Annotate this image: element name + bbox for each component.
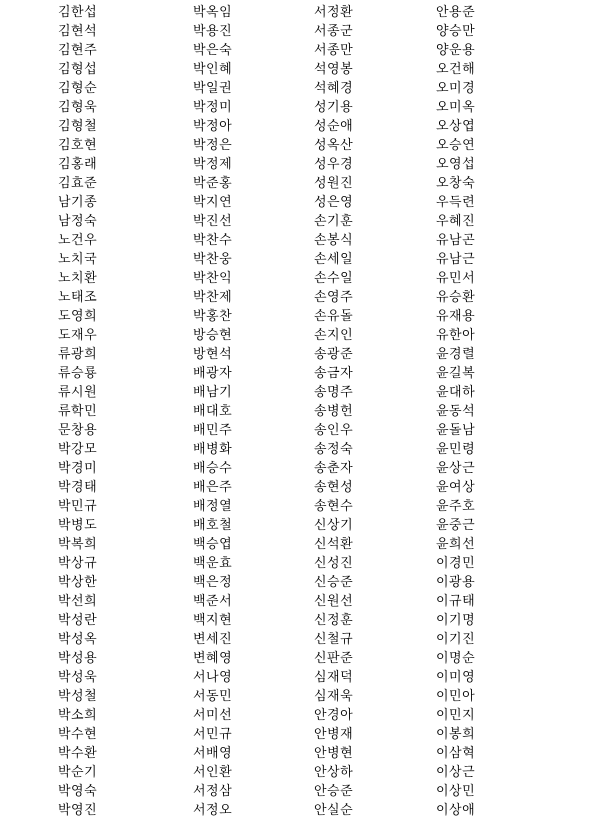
name-entry: 박진선 bbox=[193, 214, 233, 229]
name-entry: 이상애 bbox=[436, 803, 476, 818]
name-column-1 bbox=[58, 3, 208, 820]
name-entry: 박용진 bbox=[193, 24, 233, 39]
name-entry: 박인혜 bbox=[193, 62, 233, 77]
name-entry: 배승수 bbox=[193, 461, 233, 476]
name-entry: 박은숙 bbox=[193, 43, 233, 58]
name-entry: 김형섭 bbox=[58, 62, 98, 77]
name-entry: 방현석 bbox=[193, 347, 233, 362]
name-entry: 송춘자 bbox=[314, 461, 354, 476]
name-entry: 윤동석 bbox=[436, 404, 476, 419]
name-entry: 박수현 bbox=[58, 727, 98, 742]
name-entry: 박영숙 bbox=[58, 784, 98, 799]
name-entry: 석혜경 bbox=[314, 81, 354, 96]
name-column-4 bbox=[436, 3, 586, 820]
name-entry: 송현수 bbox=[314, 499, 354, 514]
name-entry: 서종군 bbox=[314, 24, 354, 39]
name-entry: 양운용 bbox=[436, 43, 476, 58]
name-entry: 손유돌 bbox=[314, 309, 354, 324]
name-entry: 박지연 bbox=[193, 195, 233, 210]
name-entry: 오영섭 bbox=[436, 157, 476, 172]
name-entry: 김형욱 bbox=[58, 100, 98, 115]
name-entry: 김형철 bbox=[58, 119, 98, 134]
name-entry: 이기진 bbox=[436, 632, 476, 647]
name-entry: 이상민 bbox=[436, 784, 476, 799]
name-entry: 류시원 bbox=[58, 385, 98, 400]
name-entry: 윤주호 bbox=[436, 499, 476, 514]
name-entry: 우득련 bbox=[436, 195, 476, 210]
name-entry: 석영봉 bbox=[314, 62, 354, 77]
name-entry: 오상엽 bbox=[436, 119, 476, 134]
name-entry: 이민아 bbox=[436, 689, 476, 704]
name-entry: 안병현 bbox=[314, 746, 354, 761]
name-entry: 송광준 bbox=[314, 347, 354, 362]
name-entry: 윤희선 bbox=[436, 537, 476, 552]
name-entry: 배병화 bbox=[193, 442, 233, 457]
name-entry: 박수환 bbox=[58, 746, 98, 761]
name-entry: 이명순 bbox=[436, 651, 476, 666]
name-entry: 박경미 bbox=[58, 461, 98, 476]
name-entry: 성원진 bbox=[314, 176, 354, 191]
name-entry: 신승준 bbox=[314, 575, 354, 590]
name-entry: 박경태 bbox=[58, 480, 98, 495]
name-entry: 윤돌남 bbox=[436, 423, 476, 438]
name-entry: 성우경 bbox=[314, 157, 354, 172]
name-entry: 박복희 bbox=[58, 537, 98, 552]
name-entry: 안용준 bbox=[436, 5, 476, 20]
name-entry: 박찬수 bbox=[193, 233, 233, 248]
name-entry: 이광용 bbox=[436, 575, 476, 590]
name-entry: 노치국 bbox=[58, 252, 98, 267]
name-entry: 손영주 bbox=[314, 290, 354, 305]
name-entry: 송명주 bbox=[314, 385, 354, 400]
name-entry: 박성철 bbox=[58, 689, 98, 704]
name-entry: 서미선 bbox=[193, 708, 233, 723]
name-entry: 송금자 bbox=[314, 366, 354, 381]
name-entry: 오건해 bbox=[436, 62, 476, 77]
name-entry: 서동민 bbox=[193, 689, 233, 704]
name-entry: 변혜영 bbox=[193, 651, 233, 666]
name-entry: 이상근 bbox=[436, 765, 476, 780]
name-entry: 김효준 bbox=[58, 176, 98, 191]
name-entry: 윤길복 bbox=[436, 366, 476, 381]
name-entry: 신성진 bbox=[314, 556, 354, 571]
name-entry: 박정미 bbox=[193, 100, 233, 115]
name-entry: 박강모 bbox=[58, 442, 98, 457]
name-entry: 백지현 bbox=[193, 613, 233, 628]
name-entry: 이민지 bbox=[436, 708, 476, 723]
name-entry: 백은정 bbox=[193, 575, 233, 590]
name-entry: 박선희 bbox=[58, 594, 98, 609]
name-entry: 신상기 bbox=[314, 518, 354, 533]
name-entry: 안실순 bbox=[314, 803, 354, 818]
name-entry: 박일권 bbox=[193, 81, 233, 96]
name-entry: 오미옥 bbox=[436, 100, 476, 115]
name-entry: 오창숙 bbox=[436, 176, 476, 191]
name-entry: 배남기 bbox=[193, 385, 233, 400]
name-entry: 서배영 bbox=[193, 746, 233, 761]
name-entry: 손수일 bbox=[314, 271, 354, 286]
name-entry: 송병헌 bbox=[314, 404, 354, 419]
name-entry: 신원선 bbox=[314, 594, 354, 609]
name-entry: 유민서 bbox=[436, 271, 476, 286]
name-entry: 서정삼 bbox=[193, 784, 233, 799]
name-entry: 손지인 bbox=[314, 328, 354, 343]
name-entry: 박성욱 bbox=[58, 670, 98, 685]
name-entry: 박성란 bbox=[58, 613, 98, 628]
name-entry: 박상규 bbox=[58, 556, 98, 571]
name-entry: 윤여상 bbox=[436, 480, 476, 495]
name-entry: 노태조 bbox=[58, 290, 98, 305]
name-entry: 안상하 bbox=[314, 765, 354, 780]
name-entry: 서인환 bbox=[193, 765, 233, 780]
name-entry: 백승엽 bbox=[193, 537, 233, 552]
name-entry: 성은영 bbox=[314, 195, 354, 210]
name-entry: 안승준 bbox=[314, 784, 354, 799]
name-entry: 유남곤 bbox=[436, 233, 476, 248]
name-entry: 서민규 bbox=[193, 727, 233, 742]
name-entry: 성기용 bbox=[314, 100, 354, 115]
name-entry: 김형순 bbox=[58, 81, 98, 96]
name-entry: 남정숙 bbox=[58, 214, 98, 229]
name-entry: 서종만 bbox=[314, 43, 354, 58]
name-entry: 류광희 bbox=[58, 347, 98, 362]
name-entry: 송정숙 bbox=[314, 442, 354, 457]
name-entry: 도재우 bbox=[58, 328, 98, 343]
name-entry: 윤중근 bbox=[436, 518, 476, 533]
name-entry: 윤대하 bbox=[436, 385, 476, 400]
name-entry: 박영진 bbox=[58, 803, 98, 818]
name-entry: 류승룡 bbox=[58, 366, 98, 381]
name-entry: 안경아 bbox=[314, 708, 354, 723]
name-entry: 노건우 bbox=[58, 233, 98, 248]
name-entry: 도영희 bbox=[58, 309, 98, 324]
name-entry: 변세진 bbox=[193, 632, 233, 647]
name-entry: 박순기 bbox=[58, 765, 98, 780]
name-entry: 안병재 bbox=[314, 727, 354, 742]
name-entry: 윤상근 bbox=[436, 461, 476, 476]
name-entry: 박정제 bbox=[193, 157, 233, 172]
name-entry: 박찬익 bbox=[193, 271, 233, 286]
name-entry: 신철규 bbox=[314, 632, 354, 647]
name-entry: 유승환 bbox=[436, 290, 476, 305]
name-entry: 방승현 bbox=[193, 328, 233, 343]
name-entry: 우혜진 bbox=[436, 214, 476, 229]
name-entry: 윤민령 bbox=[436, 442, 476, 457]
name-entry: 백준서 bbox=[193, 594, 233, 609]
name-entry: 노치환 bbox=[58, 271, 98, 286]
name-entry: 남기종 bbox=[58, 195, 98, 210]
name-entry: 송현성 bbox=[314, 480, 354, 495]
name-entry: 성옥산 bbox=[314, 138, 354, 153]
name-entry: 박소희 bbox=[58, 708, 98, 723]
name-entry: 손기훈 bbox=[314, 214, 354, 229]
name-entry: 이미영 bbox=[436, 670, 476, 685]
name-entry: 손세일 bbox=[314, 252, 354, 267]
name-entry: 류학민 bbox=[58, 404, 98, 419]
name-entry: 박홍찬 bbox=[193, 309, 233, 324]
name-entry: 유남근 bbox=[436, 252, 476, 267]
name-entry: 심재욱 bbox=[314, 689, 354, 704]
name-entry: 박민규 bbox=[58, 499, 98, 514]
name-entry: 박성용 bbox=[58, 651, 98, 666]
name-entry: 유한아 bbox=[436, 328, 476, 343]
name-entry: 박성옥 bbox=[58, 632, 98, 647]
name-entry: 김현주 bbox=[58, 43, 98, 58]
name-entry: 문창용 bbox=[58, 423, 98, 438]
name-entry: 이기명 bbox=[436, 613, 476, 628]
name-entry: 김한섭 bbox=[58, 5, 98, 20]
name-entry: 배호철 bbox=[193, 518, 233, 533]
name-entry: 송인우 bbox=[314, 423, 354, 438]
name-entry: 배대호 bbox=[193, 404, 233, 419]
name-entry: 이규태 bbox=[436, 594, 476, 609]
name-entry: 박정아 bbox=[193, 119, 233, 134]
name-entry: 성순애 bbox=[314, 119, 354, 134]
name-entry: 박정은 bbox=[193, 138, 233, 153]
name-entry: 서정오 bbox=[193, 803, 233, 818]
name-entry: 오미경 bbox=[436, 81, 476, 96]
name-entry: 박상한 bbox=[58, 575, 98, 590]
name-entry: 배정열 bbox=[193, 499, 233, 514]
name-entry: 박준홍 bbox=[193, 176, 233, 191]
name-entry: 신판준 bbox=[314, 651, 354, 666]
name-entry: 오승연 bbox=[436, 138, 476, 153]
name-entry: 배민주 bbox=[193, 423, 233, 438]
name-entry: 김현석 bbox=[58, 24, 98, 39]
name-entry: 김호현 bbox=[58, 138, 98, 153]
name-entry: 손봉식 bbox=[314, 233, 354, 248]
name-entry: 박찬제 bbox=[193, 290, 233, 305]
name-entry: 서정환 bbox=[314, 5, 354, 20]
name-entry: 백운효 bbox=[193, 556, 233, 571]
name-entry: 배광자 bbox=[193, 366, 233, 381]
name-entry: 박찬웅 bbox=[193, 252, 233, 267]
name-entry: 이삼혁 bbox=[436, 746, 476, 761]
name-entry: 배은주 bbox=[193, 480, 233, 495]
name-entry: 유재용 bbox=[436, 309, 476, 324]
name-entry: 윤경렬 bbox=[436, 347, 476, 362]
name-entry: 심재덕 bbox=[314, 670, 354, 685]
name-entry: 신정훈 bbox=[314, 613, 354, 628]
name-entry: 양승만 bbox=[436, 24, 476, 39]
name-entry: 박병도 bbox=[58, 518, 98, 533]
name-entry: 김홍래 bbox=[58, 157, 98, 172]
name-entry: 이경민 bbox=[436, 556, 476, 571]
name-entry: 신석환 bbox=[314, 537, 354, 552]
name-entry: 박옥임 bbox=[193, 5, 233, 20]
name-entry: 이봉희 bbox=[436, 727, 476, 742]
name-entry: 서나영 bbox=[193, 670, 233, 685]
